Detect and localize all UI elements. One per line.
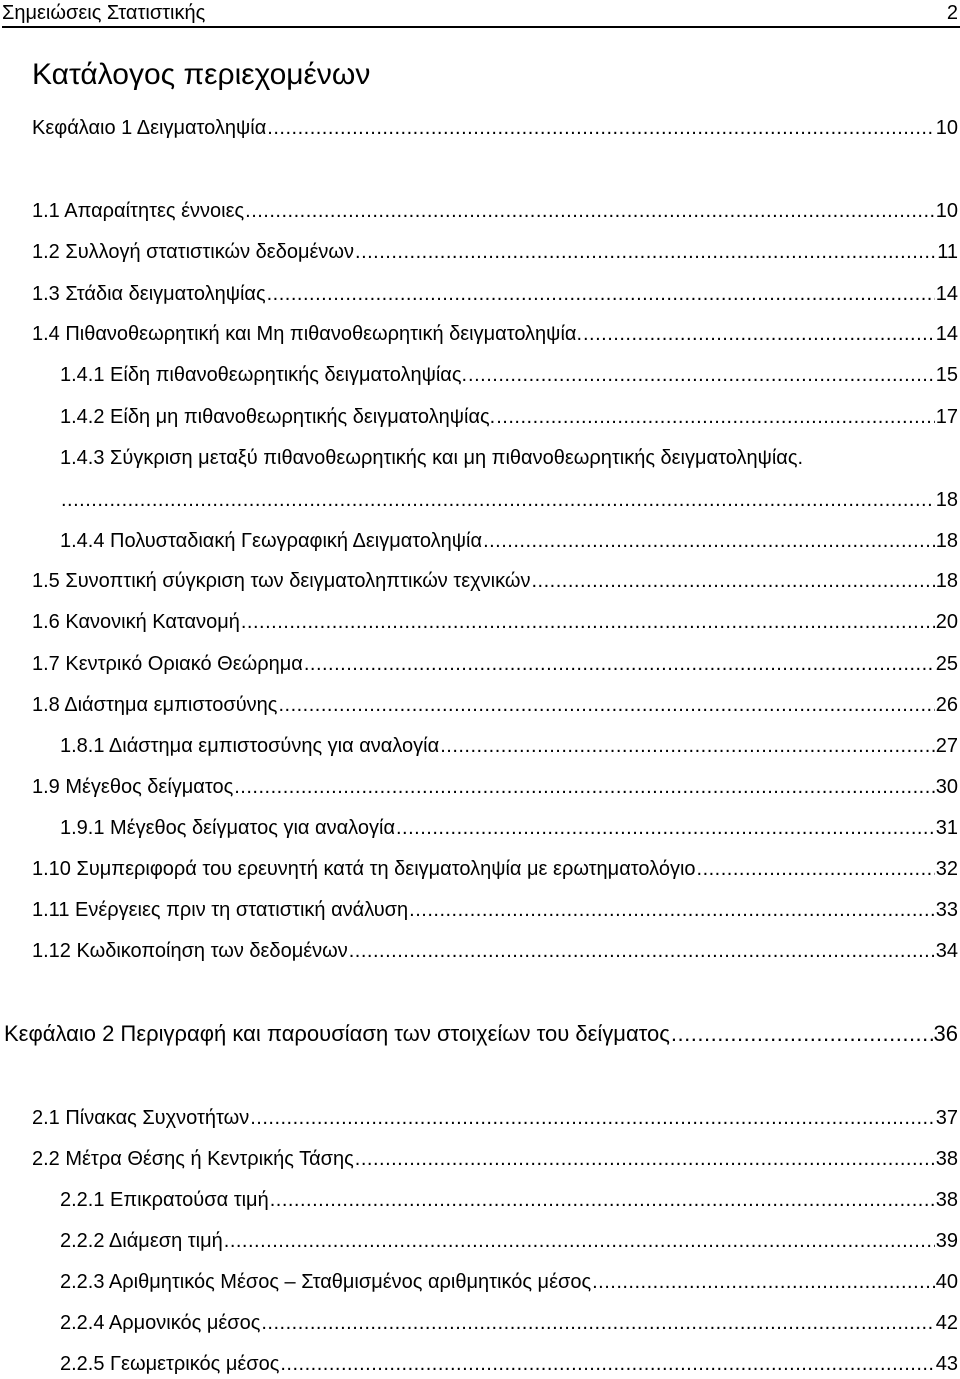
- toc-entry-page: 38: [935, 1148, 958, 1170]
- toc-entry-page: 43: [935, 1353, 958, 1375]
- toc-entry-text: 1.7 Κεντρικό Οριακό Θεώρημα: [32, 653, 303, 675]
- toc-entry-page: 38: [935, 1189, 958, 1211]
- toc-entry-2-2-1[interactable]: [60, 1188, 958, 1212]
- toc-entry-1-9[interactable]: [32, 775, 958, 799]
- toc-entry-page: 39: [935, 1230, 958, 1252]
- toc-entry-text: 2.2.5 Γεωμετρικός μέσος: [60, 1353, 280, 1375]
- toc-dot-leader: [234, 775, 935, 799]
- toc-entry-1-8-1[interactable]: [60, 734, 958, 758]
- toc-entry-text: 2.1 Πίνακας Συχνοτήτων: [32, 1107, 250, 1129]
- toc-entry-page: 10: [935, 117, 958, 139]
- toc-entry-page: 14: [935, 283, 958, 305]
- toc-entry-1-9-1[interactable]: [60, 816, 958, 840]
- toc-entry-text: 2.2.1 Επικρατούσα τιμή: [60, 1189, 269, 1211]
- toc-entry-2-2-4[interactable]: [60, 1311, 958, 1335]
- toc-entry-page: 40: [935, 1271, 958, 1293]
- toc-entry-page: 33: [935, 899, 958, 921]
- toc-dot-leader: [409, 898, 935, 922]
- toc-dot-leader: [532, 569, 935, 593]
- toc-dot-leader: [468, 363, 935, 387]
- toc-entry-text: 1.4 Πιθανοθεωρητική και Μη πιθανοθεωρητική δειγματοληψία.: [32, 323, 582, 345]
- toc-entry-page: 25: [935, 653, 958, 675]
- toc-dot-leader: [496, 405, 935, 429]
- toc-entry-text: 1.8 Διάστημα εμπιστοσύνης: [32, 694, 278, 716]
- toc-dot-leader: [250, 1106, 935, 1130]
- toc-entry-page: 18: [935, 489, 958, 511]
- toc-entry-chapter-1[interactable]: [32, 116, 958, 140]
- toc-entry-2-2-3[interactable]: [60, 1270, 958, 1294]
- toc-entry-text: 2.2.4 Αρμονικός μέσος: [60, 1312, 261, 1334]
- toc-entry-1-4-2[interactable]: [60, 405, 958, 429]
- toc-entry-page: 11: [937, 241, 958, 263]
- toc-entry-text: 1.12 Κωδικοποίηση των δεδομένων: [32, 940, 348, 962]
- toc-dot-leader: [241, 610, 935, 634]
- toc-entry-2-1[interactable]: [32, 1106, 958, 1130]
- toc-entry-1-10[interactable]: [32, 857, 958, 881]
- toc-dot-leader: [440, 734, 935, 758]
- toc-dot-leader: [697, 857, 935, 881]
- toc-entry-text: 1.4.1 Είδη πιθανοθεωρητικής δειγματοληψίας.: [60, 364, 468, 386]
- toc-dot-leader: [304, 652, 935, 676]
- page-number: 2: [946, 2, 958, 24]
- toc-dot-leader: [396, 816, 935, 840]
- toc-dot-leader: [280, 1352, 934, 1376]
- toc-entry-1-4[interactable]: [32, 322, 958, 346]
- toc-entry-page: 34: [935, 940, 958, 962]
- toc-entry-page: 14: [935, 323, 958, 345]
- toc-entry-page: 15: [935, 364, 958, 386]
- toc-entry-text: 1.8.1 Διάστημα εμπιστοσύνης για αναλογία: [60, 735, 440, 757]
- toc-entry-1-7[interactable]: [32, 652, 958, 676]
- toc-entry-2-2[interactable]: [32, 1147, 958, 1171]
- toc-dot-leader: [267, 282, 935, 306]
- toc-entry-1-12[interactable]: [32, 939, 958, 963]
- toc-entry-text: 2.2.2 Διάμεση τιμή: [60, 1230, 223, 1252]
- toc-dot-leader: [261, 1311, 934, 1335]
- toc-dot-leader: [278, 693, 934, 717]
- toc-entry-page: 32: [935, 858, 958, 880]
- toc-entry-text: 1.4.2 Είδη μη πιθανοθεωρητικής δειγματοληψίας.: [60, 406, 496, 428]
- toc-entry-text: 1.6 Κανονική Κατανομή: [32, 611, 240, 633]
- toc-entry-page: 31: [935, 817, 958, 839]
- toc-dot-leader: [355, 1147, 935, 1171]
- toc-entry-1-4-1[interactable]: [60, 363, 958, 387]
- toc-entry-text: Κεφάλαιο 1 Δειγματοληψία: [32, 117, 267, 139]
- toc-entry-2-2-5[interactable]: [60, 1352, 958, 1376]
- toc-entry-text: 1.11 Ενέργειες πριν τη στατιστική ανάλυση: [32, 899, 409, 921]
- toc-dot-leader: [349, 939, 935, 963]
- toc-entry-text: 1.2 Συλλογή στατιστικών δεδομένων: [32, 241, 355, 263]
- toc-entry-page: 20: [935, 611, 958, 633]
- toc-entry-2-2-2[interactable]: [60, 1229, 958, 1253]
- toc-entry-1-4-4[interactable]: [60, 529, 958, 553]
- toc-entry-text: 1.3 Στάδια δειγματοληψίας: [32, 283, 266, 305]
- toc-dot-leader: [483, 529, 935, 553]
- toc-dot-leader: [671, 1021, 933, 1047]
- toc-entry-text: 2.2 Μέτρα Θέσης ή Κεντρικής Τάσης: [32, 1148, 354, 1170]
- toc-entry-page: 18: [935, 530, 958, 552]
- toc-entry-page: 17: [935, 406, 958, 428]
- toc-dot-leader: [355, 240, 936, 264]
- toc-dot-leader: [592, 1270, 935, 1294]
- toc-entry-page: 42: [935, 1312, 958, 1334]
- toc-entry-page: 27: [935, 735, 958, 757]
- toc-entry-1-3[interactable]: [32, 282, 958, 306]
- toc-entry-page: 26: [935, 694, 958, 716]
- toc-entry-text: 1.1 Απαραίτητες έννοιες: [32, 200, 245, 222]
- toc-entry-1-5[interactable]: [32, 569, 958, 593]
- toc-entry-1-6[interactable]: [32, 610, 958, 634]
- toc-entry-text: Κεφάλαιο 2 Περιγραφή και παρουσίαση των στοιχείων του δείγματος: [4, 1021, 670, 1046]
- toc-entry-1-2[interactable]: [32, 240, 958, 264]
- toc-heading: Κατάλογος περιεχομένων: [32, 58, 371, 91]
- toc-dot-leader: [583, 322, 935, 346]
- toc-entry-text: 1.9 Μέγεθος δείγματος: [32, 776, 234, 798]
- toc-entry-1-8[interactable]: [32, 693, 958, 717]
- toc-dot-leader: [270, 1188, 935, 1212]
- toc-dot-leader: [245, 199, 935, 223]
- toc-entry-page: 36: [933, 1021, 958, 1046]
- toc-entry-text: 2.2.3 Αριθμητικός Μέσος – Σταθμισμένος αριθμητικός μέσος: [60, 1271, 592, 1293]
- toc-entry-page: 30: [935, 776, 958, 798]
- toc-entry-continuation: [60, 488, 958, 512]
- toc-entry-chapter-2[interactable]: [4, 1021, 958, 1047]
- toc-entry-page: 18: [935, 570, 958, 592]
- toc-entry-text: 1.4.3 Σύγκριση μεταξύ πιθανοθεωρητικής και μη πιθανοθεωρητικής δειγματοληψίας.: [60, 447, 804, 469]
- toc-dot-leader: [267, 116, 934, 140]
- toc-dot-leader: [61, 488, 935, 512]
- toc-entry-text: 1.9.1 Μέγεθος δείγματος για αναλογία: [60, 817, 395, 839]
- toc-entry-text: 1.4.4 Πολυσταδιακή Γεωγραφική Δειγματοληψία: [60, 530, 483, 552]
- running-header-title: Σημειώσεις Στατιστικής: [2, 2, 206, 24]
- toc-entry-page: 37: [935, 1107, 958, 1129]
- toc-entry-text: 1.5 Συνοπτική σύγκριση των δειγματοληπτικών τεχνικών: [32, 570, 531, 592]
- toc-entry-1-1[interactable]: [32, 199, 958, 223]
- toc-entry-text: 1.10 Συμπεριφορά του ερευνητή κατά τη δειγματοληψία με ερωτηματολόγιο: [32, 858, 696, 880]
- toc-entry-page: 10: [935, 200, 958, 222]
- toc-dot-leader: [224, 1229, 935, 1253]
- toc-entry-1-11[interactable]: [32, 898, 958, 922]
